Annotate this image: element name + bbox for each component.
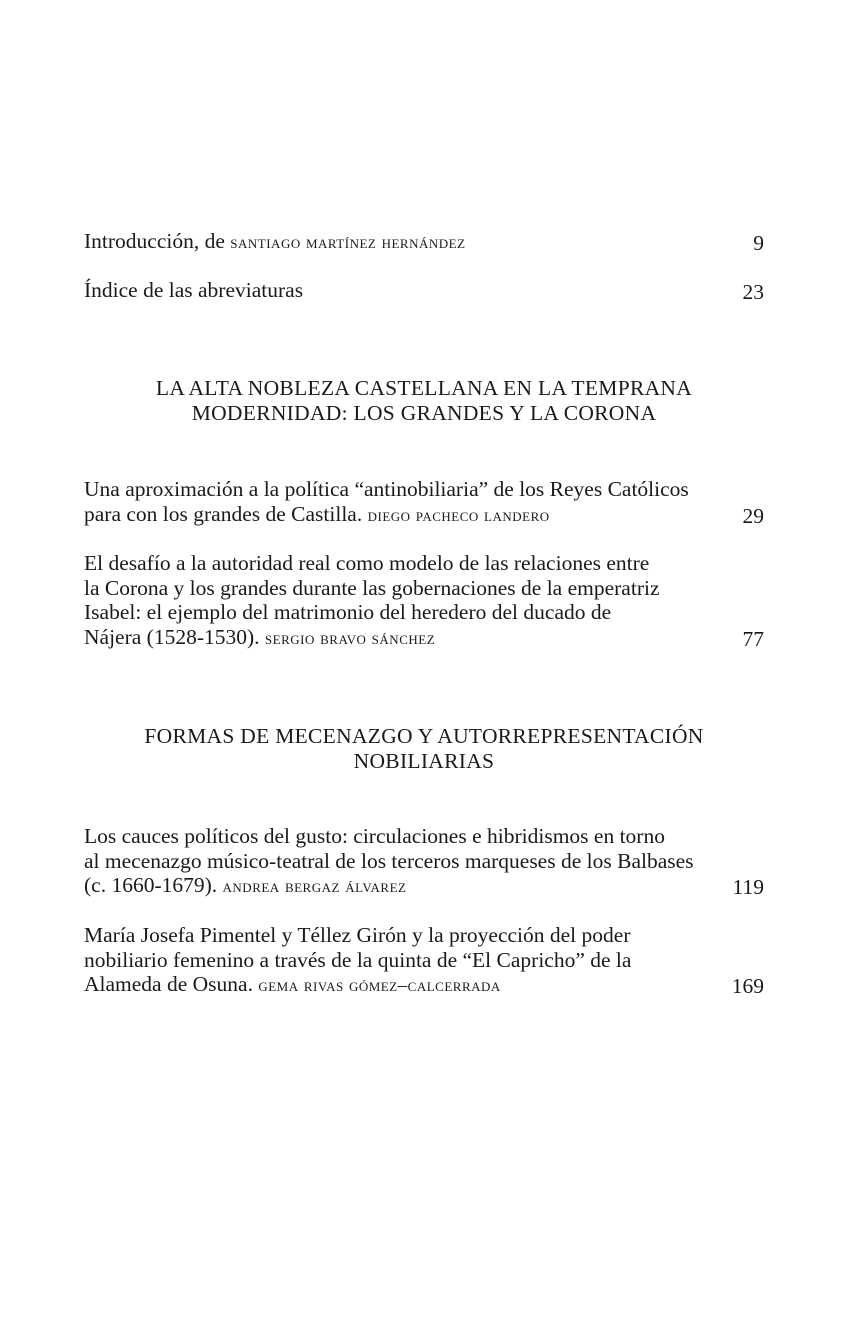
toc-entry-text bbox=[84, 551, 724, 651]
toc-entry-page-number: 119 bbox=[732, 875, 764, 899]
toc-entry-page-number: 23 bbox=[742, 280, 764, 304]
toc-entry-introduccion bbox=[84, 229, 764, 256]
toc-entry-rivas bbox=[84, 923, 764, 999]
toc-entry-title: El desafío a la autoridad real como modelo de las relaciones entre la Corona y los grandes durante las gobernaciones de la emperatriz Isabel: el ejemplo del matrimonio del heredero del ducado de Nájera (1528-1530). bbox=[84, 551, 660, 649]
toc-entry-title: María Josefa Pimentel y Téllez Girón y la proyección del poder nobiliario femenino a través de la quinta de “El Capricho” de la Alameda de Osuna. bbox=[84, 923, 632, 996]
toc-entry-title: Una aproximación a la política “antinobiliaria” de los Reyes Católicos para con los grandes de Castilla. bbox=[84, 477, 689, 526]
toc-entry-page-number: 9 bbox=[753, 231, 764, 255]
toc-entry-title: Índice de las abreviaturas bbox=[84, 278, 304, 302]
toc-entry-bergaz bbox=[84, 824, 764, 900]
toc-entry-text bbox=[84, 229, 724, 256]
toc-entry-text bbox=[84, 477, 724, 528]
toc-entry-text bbox=[84, 923, 724, 999]
toc-entry-author: andrea bergaz álvarez bbox=[222, 876, 407, 897]
toc-entry-page-number: 169 bbox=[731, 974, 764, 998]
toc-entry-title: Los cauces políticos del gusto: circulaciones e hibridismos en torno al mecenazgo músico-teatral de los terceros marqueses de los Balbases (c. 1660-1679). bbox=[84, 824, 694, 897]
toc-entry-author: sergio bravo sánchez bbox=[264, 627, 436, 649]
section-heading-mecenazgo: FORMAS DE MECENAZGO Y AUTORREPRESENTACIÓN NOBILIARIAS bbox=[144, 724, 704, 773]
toc-entry-title: Introducción, de bbox=[84, 229, 231, 253]
toc-entry-text bbox=[84, 824, 724, 900]
toc-entry-page-number: 29 bbox=[742, 503, 764, 528]
toc-entry-abreviaturas bbox=[84, 278, 764, 305]
toc-entry-author: santiago martínez hernández bbox=[230, 232, 466, 253]
toc-entry-bravo bbox=[84, 551, 764, 651]
toc-entry-author: gema rivas gómez–calcerrada bbox=[258, 975, 501, 996]
section-heading-alta-nobleza: LA ALTA NOBLEZA CASTELLANA EN LA TEMPRANA MODERNIDAD: LOS GRANDES Y LA CORONA bbox=[155, 376, 693, 425]
toc-entry-page-number: 77 bbox=[742, 626, 764, 651]
toc-entry-author: diego pacheco landero bbox=[367, 504, 550, 526]
toc-entry-text bbox=[84, 278, 724, 305]
toc-entry-pacheco bbox=[84, 477, 764, 528]
